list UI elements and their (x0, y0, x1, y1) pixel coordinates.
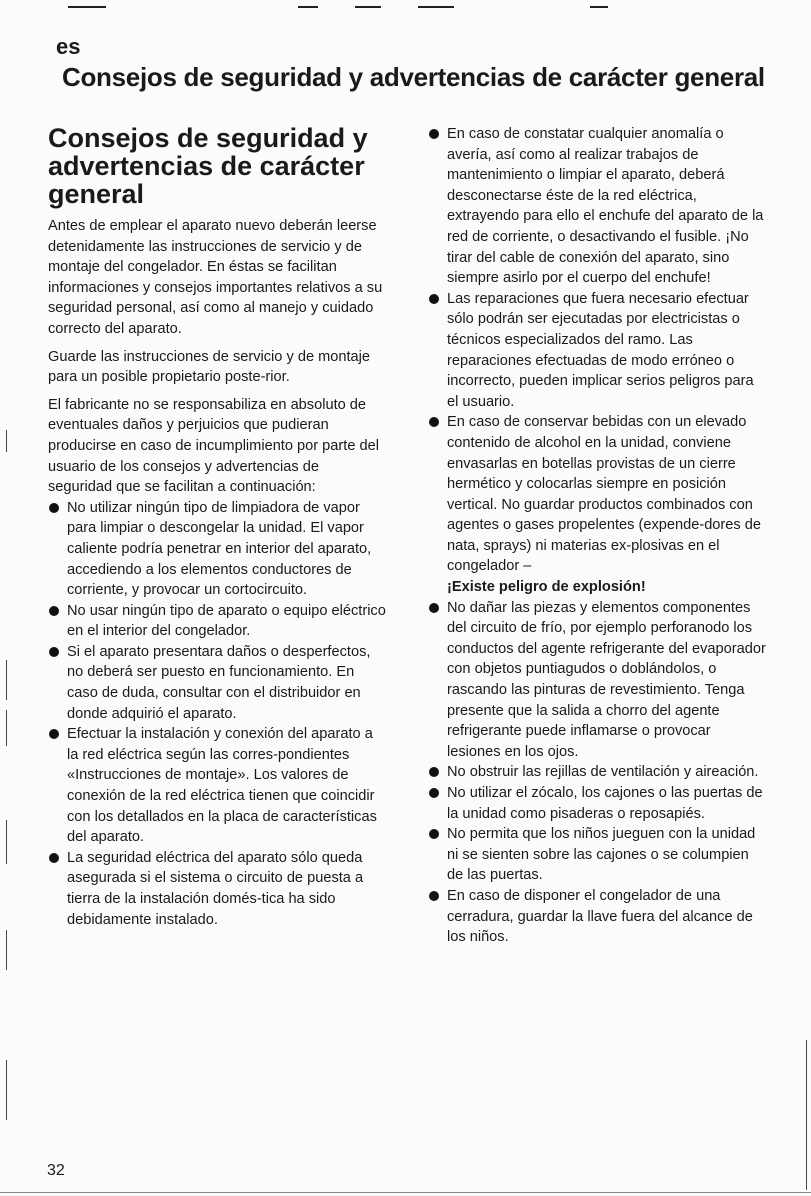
top-rule (590, 6, 608, 8)
safety-item: Efectuar la instalación y conexión del aparato a la red eléctrica según las corres-pondientes «Instrucciones de montaje». Los valores de conexión de la red eléctrica tienen que coincidir con los detallados en la placa de características del aparato. (48, 724, 386, 848)
explosion-warning: ¡Existe peligro de explosión! (447, 579, 646, 596)
bottom-rule (0, 1192, 811, 1193)
safety-item (428, 412, 766, 597)
safety-item: No utilizar ningún tipo de limpiadora de vapor para limpiar o descongelar la unidad. El vapor caliente podría penetrar en interior del aparato, accediendo a los elementos conductores de corriente, y provocar un cortocircuito. (48, 498, 386, 601)
safety-item: No utilizar el zócalo, los cajones o las puertas de la unidad como pisaderas o reposapiés. (428, 783, 766, 824)
page-number: 32 (47, 1162, 65, 1179)
safety-item: Las reparaciones que fuera necesario efectuar sólo podrán ser ejecutadas por electricistas o técnicos especializados del ramo. Las reparaciones efectuadas de modo erróneo o incorrecto, pueden implicar serios peligros para el usuario. (428, 289, 766, 413)
page-edge-mark (6, 660, 7, 700)
page-edge-mark (806, 1040, 807, 1190)
safety-list (428, 124, 766, 948)
section-banner-title: Consejos de seguridad y advertencias de carácter general (62, 62, 765, 92)
safety-item: No obstruir las rejillas de ventilación y aireación. (428, 762, 766, 783)
safety-item-text: En caso de conservar bebidas con un elevado contenido de alcohol en la unidad, conviene envasarlas en botellas provistas de un cierre hermético y colocarlas siempre en posición vertical. No guardar productos combinados con agentes o gases propelentes (expende-dores de nata, sprays) ni materias ex-plosivas en el congelador – (447, 414, 761, 575)
intro-paragraph: Antes de emplear el aparato nuevo deberán leerse detenidamente las instrucciones de servicio y de montaje del congelador. En éstas se facilitan informaciones y consejos importantes relativos a su seguridad personal, así como al manejo y cuidado correcto del aparato. (48, 218, 383, 337)
safety-item: En caso de disponer el congelador de una cerradura, guardar la llave fuera del alcance de los niños. (428, 886, 766, 948)
safety-list (48, 498, 386, 930)
page-edge-mark (6, 820, 7, 864)
safety-item: En caso de constatar cualquier anomalía o avería, así como al realizar trabajos de mantenimiento o limpiar el aparato, deberá desconectarse éste de la red eléctrica, extrayendo para ello el enchufe del aparato de la red de corriente, o desactivando el fusible. ¡No tirar del cable de conexión del aparato, sino siempre asirlo por el cuerpo del enchufe! (428, 124, 766, 289)
top-rule (298, 6, 318, 8)
language-code: es (56, 34, 81, 59)
safety-item: Si el aparato presentara daños o desperfectos, no deberá ser puesto en funcionamiento. En caso de duda, consultar con el distribuidor en donde adquirió el aparato. (48, 642, 386, 724)
page-edge-mark (6, 710, 7, 746)
page-edge-mark (6, 930, 7, 970)
intro-paragraph: Guarde las instrucciones de servicio y de montaje para un posible propietario poste-rior. (48, 348, 371, 386)
intro-paragraph: El fabricante no se responsabiliza en absoluto de eventuales daños y perjuicios que pudieran producirse en caso de incumplimiento por parte del usuario de los consejos y advertencias de seguridad que se facilitan a continuación: (48, 396, 379, 496)
top-rule (418, 6, 454, 8)
right-column (428, 124, 766, 948)
safety-item: La seguridad eléctrica del aparato sólo queda asegurada si el sistema o circuito de puesta a tierra de la instalación domés-tica ha sido debidamente instalado. (48, 848, 386, 930)
top-rule (355, 6, 381, 8)
section-heading: Consejos de seguridad y advertencias de carácter general (48, 123, 368, 209)
top-rule (68, 6, 106, 8)
left-column (48, 124, 386, 930)
safety-item: No usar ningún tipo de aparato o equipo eléctrico en el interior del congelador. (48, 601, 386, 642)
safety-item: No dañar las piezas y elementos componentes del circuito de frío, por ejemplo perforanodo los conductos del agente refrigerante del evaporador con objetos puntiagudos o doblándolos, o rascando las pinturas de revestimiento. Tenga presente que la salida a chorro del agente refrigerante puede inflamarse o provocar lesiones en los ojos. (428, 598, 766, 763)
page-edge-mark (6, 1060, 7, 1120)
page-edge-mark (6, 430, 7, 452)
safety-item: No permita que los niños jueguen con la unidad ni se sienten sobre las cajones o se columpien de las puertas. (428, 824, 766, 886)
